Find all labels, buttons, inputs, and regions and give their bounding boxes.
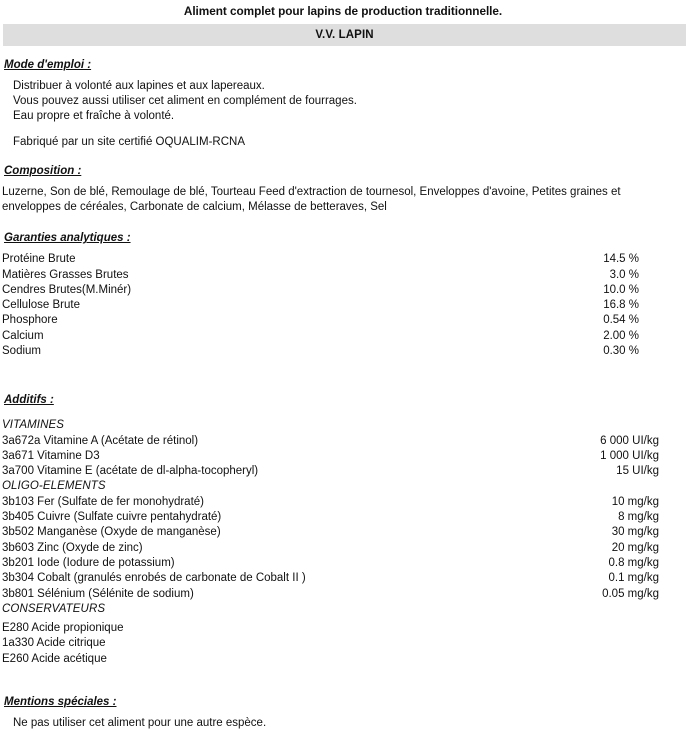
garanties-row	[2, 268, 686, 283]
additifs-row-value: 6 000 UI/kg	[600, 434, 659, 447]
additifs-row-label: E280 Acide propionique	[2, 622, 124, 635]
document-title: Aliment complet pour lapins de production traditionnelle.	[183, 4, 503, 18]
additifs-row-value: 10 mg/kg	[611, 495, 659, 508]
additifs-row	[2, 571, 686, 586]
additifs-row-value: 1 000 UI/kg	[600, 449, 659, 462]
additifs-row-label: 3b304 Cobalt (granulés enrobés de carbonate de Cobalt II )	[2, 572, 306, 585]
garanties-row	[2, 313, 686, 328]
spacer	[0, 46, 686, 58]
mode-emploi-line: Vous pouvez aussi utiliser cet aliment en complément de fourrages.	[13, 95, 357, 108]
composition-text: Luzerne, Son de blé, Remoulage de blé, Tourteau Feed d'extraction de tournesol, Enveloppes d'avoine, Petites graines et enveloppes de céréales, Carbonate de calcium, Mélasse de betteraves, Sel	[2, 185, 621, 214]
additifs-section	[0, 393, 686, 408]
certification-line: Fabriqué par un site certifié OQUALIM-RCNA	[13, 135, 245, 148]
additifs-row	[2, 636, 686, 651]
mentions-heading: Mentions spéciales :	[4, 696, 117, 709]
mode-emploi-heading: Mode d'emploi :	[4, 59, 92, 71]
garanties-row-value: 0.54 %	[603, 314, 639, 327]
additifs-heading: Additifs :	[4, 394, 54, 407]
mode-emploi-lines	[13, 79, 686, 150]
additifs-row-value: 0.05 mg/kg	[602, 587, 659, 600]
garanties-row	[2, 252, 686, 267]
additifs-row	[2, 617, 686, 636]
spacer	[13, 125, 686, 135]
additifs-row-label: 3b201 Iode (Iodure de potassium)	[2, 556, 175, 569]
additifs-row-value: 20 mg/kg	[611, 541, 659, 554]
additifs-group-caption: VITAMINES	[2, 419, 65, 432]
additifs-row-value: 8 mg/kg	[618, 511, 659, 524]
additifs-row-value: 15 UI/kg	[616, 465, 659, 478]
additifs-group-caption: OLIGO-ELEMENTS	[2, 480, 106, 493]
composition-heading: Composition :	[4, 164, 82, 177]
spacer	[0, 359, 686, 381]
additifs-row	[2, 587, 686, 602]
additifs-row-label: 1a330 Acide citrique	[2, 637, 106, 650]
additifs-row	[2, 464, 686, 479]
additifs-group-caption-row	[2, 602, 686, 617]
garanties-row-value: 3.0 %	[609, 268, 639, 281]
mode-emploi-line: Distribuer à volonté aux lapines et aux lapereaux.	[13, 80, 265, 92]
garanties-heading: Garanties analytiques :	[4, 232, 131, 245]
additifs-row	[2, 541, 686, 556]
garanties-row	[2, 344, 686, 359]
garanties-row-label: Protéine Brute	[2, 253, 76, 266]
additifs-row-label: 3a672a Vitamine A (Acétate de rétinol)	[2, 434, 199, 447]
additifs-row	[2, 449, 686, 464]
garanties-row-label: Sodium	[2, 345, 41, 357]
garanties-row-value: 10.0 %	[603, 283, 639, 296]
garanties-row-value: 2.00 %	[603, 329, 639, 342]
additifs-row-label: 3b103 Fer (Sulfate de fer monohydraté)	[2, 495, 205, 508]
mode-emploi-section	[0, 58, 686, 73]
additifs-row-label: 3b405 Cuivre (Sulfate cuivre pentahydraté)	[2, 511, 222, 524]
additifs-row-label: 3b801 Sélénium (Sélénite de sodium)	[2, 587, 194, 600]
spacer	[0, 381, 686, 393]
garanties-row-label: Cendres Brutes(M.Minér)	[2, 283, 132, 296]
additifs-row-label: 3a700 Vitamine E (acétate de dl-alpha-tocopheryl)	[2, 465, 259, 478]
spacer	[0, 408, 686, 418]
composition-section	[0, 164, 686, 179]
garanties-row	[2, 329, 686, 344]
mentions-text: Ne pas utiliser cet aliment pour une autre espèce.	[13, 717, 267, 730]
additifs-row	[2, 652, 686, 667]
spacer	[0, 215, 686, 231]
additifs-row	[2, 510, 686, 525]
additifs-table	[2, 418, 686, 667]
garanties-row-label: Calcium	[2, 329, 44, 342]
additifs-row-label: 3b603 Zinc (Oxyde de zinc)	[2, 541, 143, 554]
garanties-section	[0, 231, 686, 246]
additifs-row-value: 30 mg/kg	[611, 526, 659, 539]
garanties-row-label: Cellulose Brute	[2, 299, 80, 312]
spacer	[0, 150, 686, 164]
spacer	[0, 683, 686, 695]
garanties-row-label: Phosphore	[2, 314, 58, 327]
additifs-group-caption-row	[2, 418, 686, 433]
additifs-row	[2, 495, 686, 510]
additifs-row	[2, 525, 686, 540]
garanties-row	[2, 298, 686, 313]
garanties-row-value: 0.30 %	[603, 345, 639, 357]
mode-emploi-line: Eau propre et fraîche à volonté.	[13, 110, 175, 123]
additifs-row-value	[534, 636, 686, 651]
spacer	[0, 667, 686, 683]
garanties-table	[2, 252, 686, 359]
mentions-section	[0, 695, 686, 710]
garanties-row-value: 14.5 %	[603, 253, 639, 266]
garanties-row-value: 16.8 %	[603, 299, 639, 312]
additifs-row-value: 0.1 mg/kg	[608, 572, 659, 585]
additifs-row	[2, 434, 686, 449]
additifs-row-value	[534, 617, 686, 636]
additifs-row	[2, 556, 686, 571]
additifs-group-caption-row	[2, 479, 686, 494]
product-name-bar: V.V. LAPIN	[3, 24, 686, 46]
garanties-row-label: Matières Grasses Brutes	[2, 268, 129, 281]
additifs-row-value: 0.8 mg/kg	[608, 556, 659, 569]
additifs-row-value	[534, 652, 686, 667]
additifs-row-label: 3b502 Manganèse (Oxyde de manganèse)	[2, 526, 221, 539]
garanties-row	[2, 283, 686, 298]
additifs-row-label: E260 Acide acétique	[2, 652, 107, 665]
additifs-row-label: 3a671 Vitamine D3	[2, 449, 100, 462]
additifs-group-caption: CONSERVATEURS	[2, 602, 106, 615]
